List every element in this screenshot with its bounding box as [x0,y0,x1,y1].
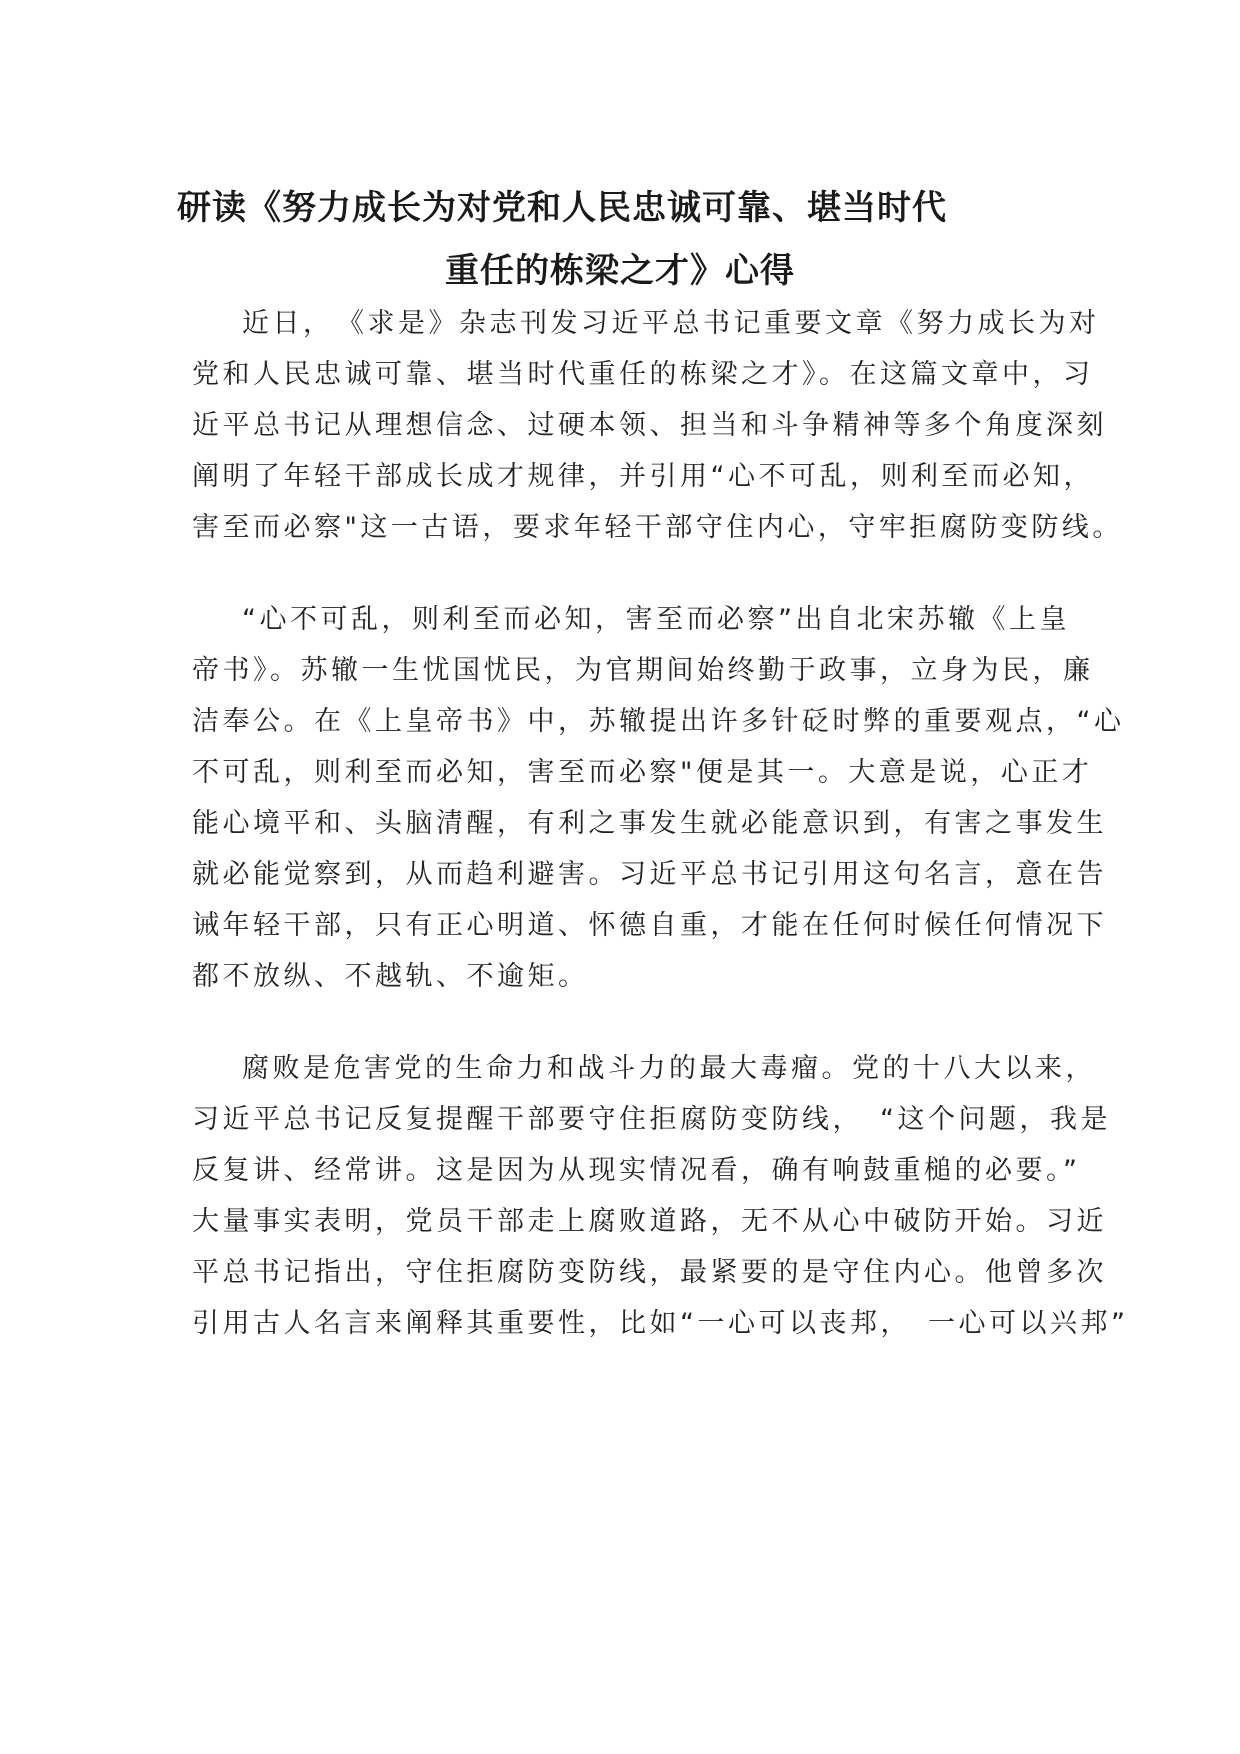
paragraph-line: 大量事实表明，党员干部走上腐败道路，无不从心中破防开始。习近 [192,1206,1107,1237]
paragraph-line: 都不放纵、不越轨、不逾矩。 [192,961,589,992]
document-title-line-2: 重任的栋梁之才》心得 [445,251,795,291]
paragraph-line: 习近平总书记反复提醒干部要守住拒腐防变防线， “这个问题，我是 [192,1104,1111,1135]
paragraph-line: 党和人民忠诚可靠、堪当时代重任的栋梁之才》。在这篇文章中，习 [192,359,1094,390]
paragraph-line: 不可乱，则利至而必知，害至而必察"便是其一。大意是说，心正才 [192,757,1093,788]
paragraph-line: 害至而必察"这一古语，要求年轻干部守住内心，守牢拒腐防变防线。 [192,512,1123,543]
paragraph-line: 平总书记指出，守住拒腐防变防线，最紧要的是守住内心。他曾多次 [192,1257,1107,1288]
paragraph-line: 反复讲、经常讲。这是因为从现实情况看，确有响鼓重槌的必要。” [192,1155,1081,1186]
paragraph-line: 阐明了年轻干部成长成才规律，并引用“心不可乱，则利至而必知， [192,461,1094,492]
paragraph-line: 帝书》。苏辙一生忧国忧民，为官期间始终勤于政事，立身为民，廉 [192,655,1094,686]
paragraph-line: 引用古人名言来阐释其重要性，比如“一心可以丧邦， 一心可以兴邦” [192,1308,1129,1339]
paragraph-line: “心不可乱，则利至而必知，害至而必察”出自北宋苏辙《上皇 [242,604,1070,635]
paragraph-line: 洁奉公。在《上皇帝书》中，苏辙提出许多针砭时弊的重要观点，“心 [192,706,1125,737]
paragraph-line: 就必能觉察到，从而趋利避害。习近平总书记引用这句名言，意在告 [192,859,1107,890]
document-title-line-1: 研读《努力成长为对党和人民忠诚可靠、堪当时代 [177,188,947,228]
paragraph-line: 腐败是危害党的生命力和战斗力的最大毒瘤。党的十八大以来， [242,1053,1096,1084]
paragraph-line: 能心境平和、头脑清醒，有利之事发生就必能意识到，有害之事发生 [192,808,1107,839]
paragraph-line: 诫年轻干部，只有正心明道、怀德自重，才能在任何时候任何情况下 [192,910,1107,941]
paragraph-line: 近平总书记从理想信念、过硬本领、担当和斗争精神等多个角度深刻 [192,410,1107,441]
paragraph-line: 近日， 《求是》杂志刊发习近平总书记重要文章《努力成长为对 [242,308,1100,339]
